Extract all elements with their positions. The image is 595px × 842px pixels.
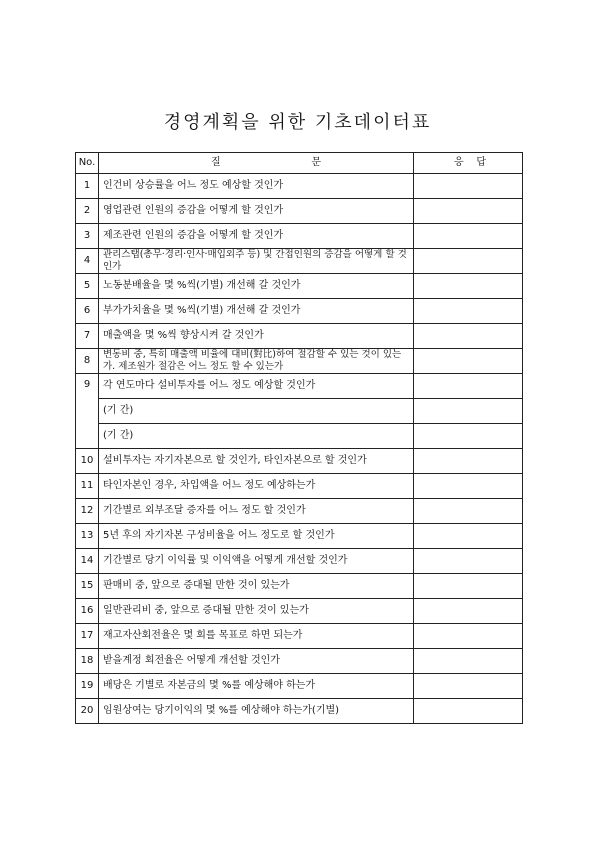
answer-cell[interactable] <box>414 399 523 424</box>
question-cell: 부가가치율을 몇 %씩(기별) 개선해 갈 것인가 <box>99 299 414 324</box>
header-question <box>99 153 414 174</box>
question-cell: 기간별로 당기 이익률 및 이익액을 어떻게 개선할 것인가 <box>99 549 414 574</box>
answer-cell[interactable] <box>414 449 523 474</box>
answer-cell[interactable] <box>414 249 523 274</box>
answer-cell[interactable] <box>414 674 523 699</box>
table-row <box>76 224 523 249</box>
row-number: 15 <box>76 574 99 599</box>
table-row <box>76 274 523 299</box>
question-cell: 받을계정 회전율은 어떻게 개선할 것인가 <box>99 649 414 674</box>
row-number: 13 <box>76 524 99 549</box>
period-label: (기 간) <box>99 424 414 449</box>
answer-cell[interactable] <box>414 174 523 199</box>
header-question-char: 질 <box>211 157 221 168</box>
answer-cell[interactable] <box>414 499 523 524</box>
row-number: 9 <box>76 374 99 449</box>
table-row <box>76 499 523 524</box>
answer-cell[interactable] <box>414 424 523 449</box>
answer-cell[interactable] <box>414 349 523 374</box>
table-row <box>76 474 523 499</box>
question-cell: 매출액을 몇 %씩 향상시켜 갈 것인가 <box>99 324 414 349</box>
table-row <box>76 324 523 349</box>
table-subrow <box>76 399 523 424</box>
answer-cell[interactable] <box>414 699 523 724</box>
question-cell: 각 연도마다 설비투자를 어느 정도 예상할 것인가 <box>99 374 414 399</box>
row-number: 11 <box>76 474 99 499</box>
row-number: 1 <box>76 174 99 199</box>
question-cell: 노동분배율을 몇 %씩(기별) 개선해 갈 것인가 <box>99 274 414 299</box>
period-label: (기 간) <box>99 399 414 424</box>
table-row <box>76 299 523 324</box>
question-cell: 임원상여는 당기이익의 몇 %를 예상해야 하는가(기별) <box>99 699 414 724</box>
answer-cell[interactable] <box>414 199 523 224</box>
answer-cell[interactable] <box>414 524 523 549</box>
table-row <box>76 574 523 599</box>
row-number: 17 <box>76 624 99 649</box>
table-row <box>76 349 523 374</box>
row-number: 10 <box>76 449 99 474</box>
header-answer <box>414 153 523 174</box>
row-number: 4 <box>76 249 99 274</box>
question-cell: 재고자산회전율은 몇 회를 목표로 하면 되는가 <box>99 624 414 649</box>
question-cell: 판매비 중, 앞으로 증대될 만한 것이 있는가 <box>99 574 414 599</box>
row-number: 3 <box>76 224 99 249</box>
table-row <box>76 449 523 474</box>
page-title: 경영계획을 위한 기초데이터표 <box>163 112 432 133</box>
table-row <box>76 249 523 274</box>
question-cell: 관리스탭(총무·경리·인사·매입외주 등) 및 간접인원의 증감을 어떻게 할 것인가 <box>99 249 414 274</box>
table-row <box>76 174 523 199</box>
answer-cell[interactable] <box>414 374 523 399</box>
row-number: 16 <box>76 599 99 624</box>
answer-cell[interactable] <box>414 324 523 349</box>
row-number: 8 <box>76 349 99 374</box>
row-number: 2 <box>76 199 99 224</box>
header-answer-char: 응 <box>454 157 464 168</box>
table-row <box>76 699 523 724</box>
table-row <box>76 549 523 574</box>
answer-cell[interactable] <box>414 299 523 324</box>
question-cell: 설비투자는 자기자본으로 할 것인가, 타인자본으로 할 것인가 <box>99 449 414 474</box>
answer-cell[interactable] <box>414 574 523 599</box>
table-row <box>76 674 523 699</box>
question-cell: 제조관련 인원의 증감을 어떻게 할 것인가 <box>99 224 414 249</box>
row-number: 19 <box>76 674 99 699</box>
answer-cell[interactable] <box>414 649 523 674</box>
question-cell: 5년 후의 자기자본 구성비율을 어느 정도로 할 것인가 <box>99 524 414 549</box>
table-subrow <box>76 424 523 449</box>
row-number: 20 <box>76 699 99 724</box>
answer-cell[interactable] <box>414 474 523 499</box>
row-number: 7 <box>76 324 99 349</box>
table-row <box>76 649 523 674</box>
data-table <box>75 152 523 724</box>
answer-cell[interactable] <box>414 599 523 624</box>
header-answer-char: 답 <box>476 157 486 168</box>
row-number: 6 <box>76 299 99 324</box>
answer-cell[interactable] <box>414 274 523 299</box>
table-row <box>76 624 523 649</box>
header-no: No. <box>76 153 99 174</box>
answer-cell[interactable] <box>414 624 523 649</box>
row-number: 5 <box>76 274 99 299</box>
question-cell: 일반관리비 중, 앞으로 증대될 만한 것이 있는가 <box>99 599 414 624</box>
table-row <box>76 599 523 624</box>
question-cell: 인건비 상승률을 어느 정도 예상할 것인가 <box>99 174 414 199</box>
question-cell: 타인자본인 경우, 차입액을 어느 정도 예상하는가 <box>99 474 414 499</box>
question-cell: 배당은 기별로 자본금의 몇 %를 예상해야 하는가 <box>99 674 414 699</box>
row-number: 14 <box>76 549 99 574</box>
table-header-row <box>76 153 523 174</box>
question-cell: 영업관련 인원의 증감을 어떻게 할 것인가 <box>99 199 414 224</box>
answer-cell[interactable] <box>414 549 523 574</box>
question-cell: 기간별로 외부조달 증자를 어느 정도 할 것인가 <box>99 499 414 524</box>
row-number: 12 <box>76 499 99 524</box>
table-row <box>76 524 523 549</box>
header-question-char: 문 <box>311 157 321 168</box>
question-cell: 변동비 중, 특히 매출액 비율에 대비(對比)하여 절감할 수 있는 것이 있는가. 제조원가 절감은 어느 정도 할 수 있는가 <box>99 349 414 374</box>
table-row <box>76 199 523 224</box>
row-number: 18 <box>76 649 99 674</box>
table-row <box>76 374 523 399</box>
answer-cell[interactable] <box>414 224 523 249</box>
